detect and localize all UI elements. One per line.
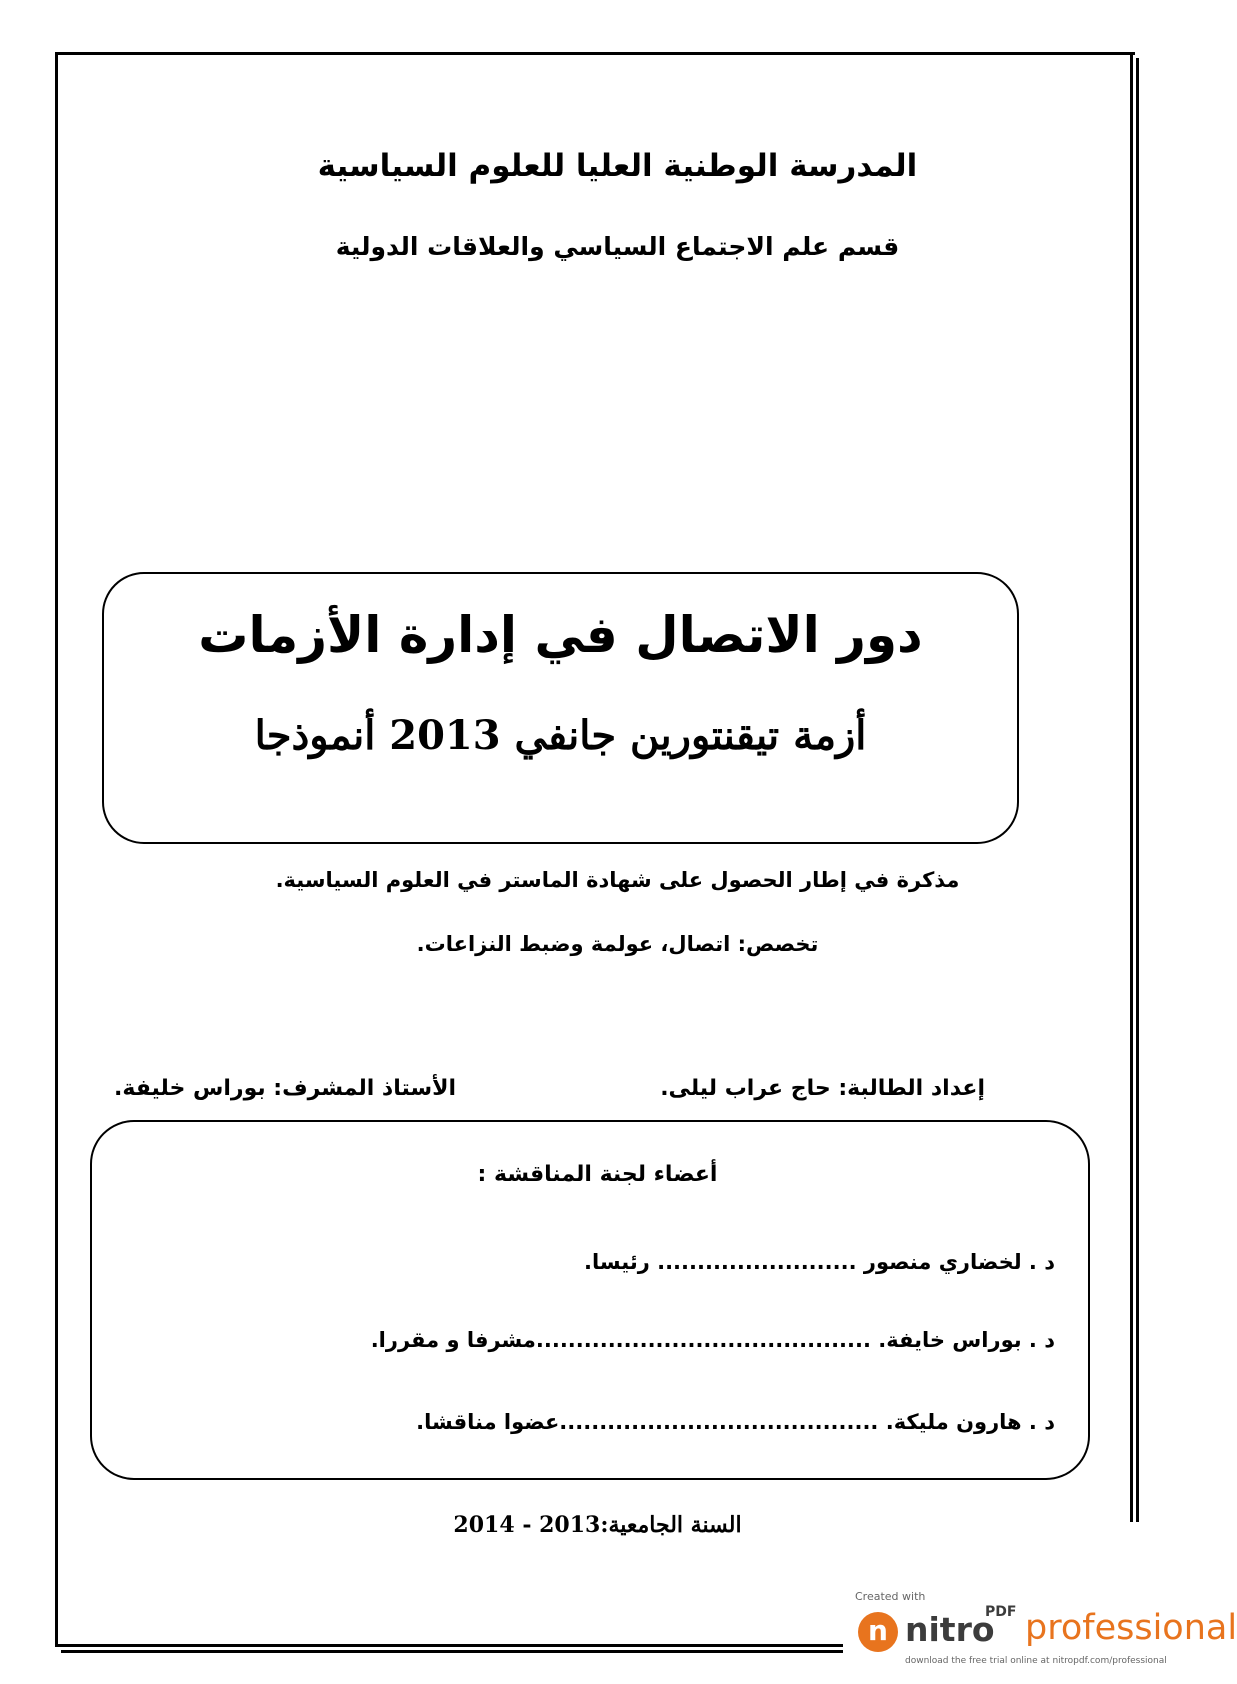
supervisor-name: الأستاذ المشرف: بوراس خليفة. — [114, 1076, 457, 1101]
thesis-subtitle: أزمة تيقنتورين جانفي 2013 أنموذجا — [254, 712, 867, 759]
committee-member: د . هارون مليكة. ........................................عضوا مناقشا. — [416, 1410, 1055, 1434]
thesis-title: دور الاتصال في إدارة الأزمات — [198, 606, 923, 664]
page-border-right-shadow — [1136, 58, 1139, 1522]
memo-purpose: مذكرة في إطار الحصول على شهادة الماستر في العلوم السياسية. — [275, 868, 960, 892]
school-name: المدرسة الوطنية العليا للعلوم السياسية — [317, 148, 918, 184]
committee-member: د . بوراس خايفة. ..........................................مشرفا و مقررا. — [370, 1328, 1055, 1352]
watermark-pdf: PDF — [985, 1604, 1017, 1620]
watermark-created-with: Created with — [855, 1590, 926, 1603]
department-name: قسم علم الاجتماع السياسي والعلاقات الدولية — [335, 232, 900, 261]
academic-year: السنة الجامعية:2013 - 2014 — [453, 1512, 742, 1538]
specialty: تخصص: اتصال، عولمة وضبط النزاعات. — [416, 932, 819, 956]
page-border-bottom-shadow — [61, 1650, 843, 1653]
watermark-edition: professional — [1025, 1608, 1237, 1648]
page-border-bottom — [55, 1644, 843, 1647]
page-border-right — [1130, 52, 1133, 1522]
committee-member: د . لخضاري منصور ......................... رئيسا. — [584, 1250, 1055, 1274]
nitro-watermark — [855, 1590, 1237, 1680]
student-name: إعداد الطالبة: حاج عراب ليلى. — [660, 1076, 985, 1101]
watermark-brand: nitro — [905, 1610, 995, 1649]
committee-title: أعضاء لجنة المناقشة : — [477, 1162, 718, 1187]
nitro-logo-icon: n — [858, 1612, 898, 1652]
watermark-footer: download the free trial online at nitropdf.com/professional — [905, 1656, 1167, 1666]
